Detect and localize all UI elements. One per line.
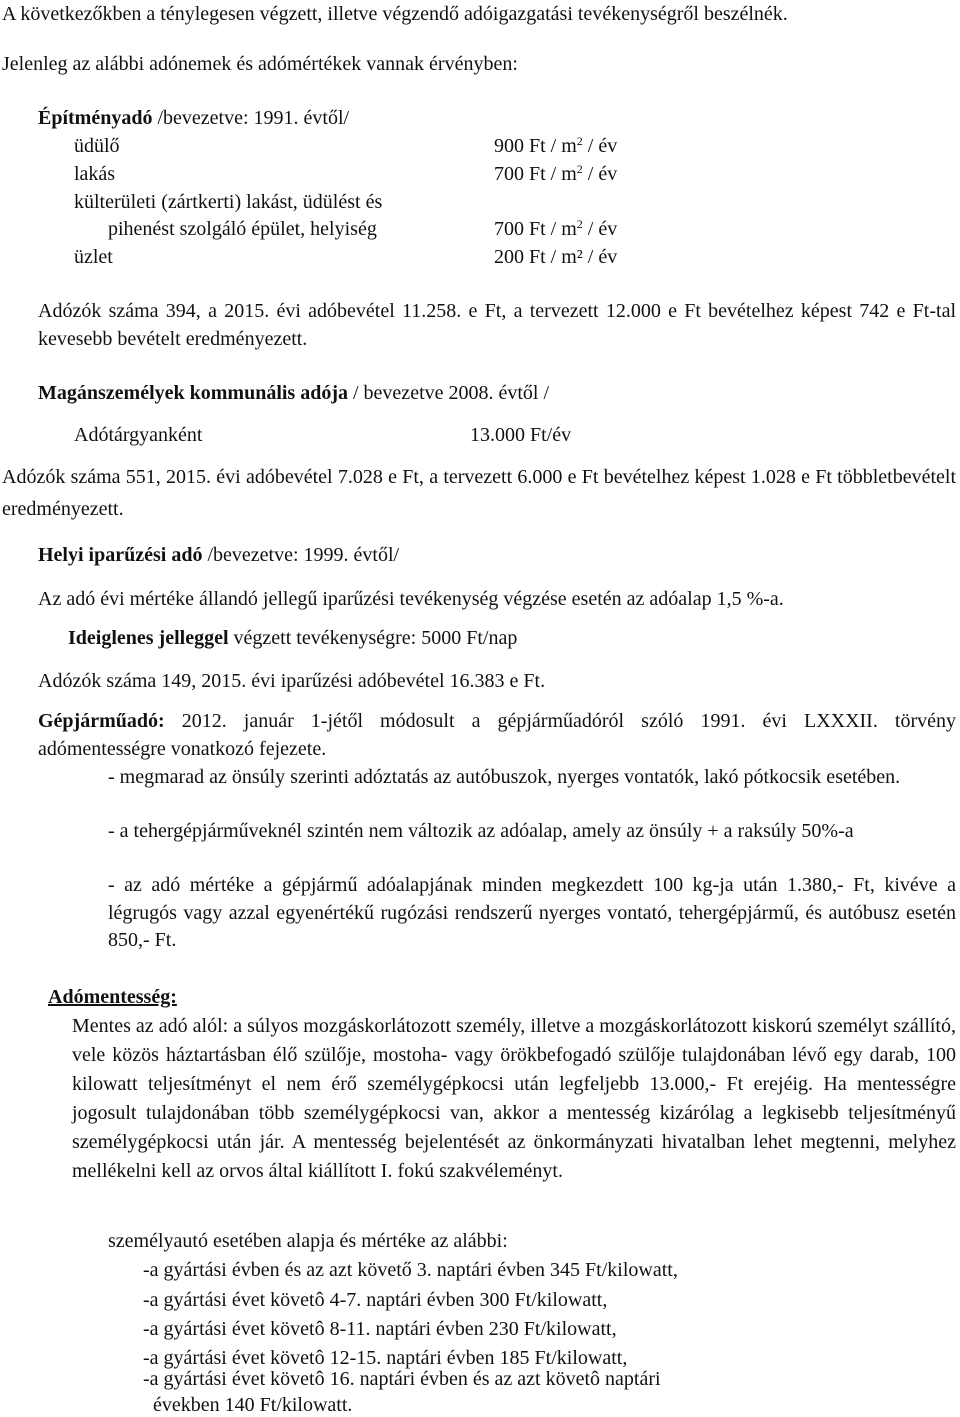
adomentesseg-title: Adómentesség: [48,986,177,1008]
epitmenyado-item-label: üdülő [74,135,120,157]
epitmenyado-item-label: külterületi (zártkerti) lakást, üdülést és [74,191,383,213]
intro-line-2: Jelenleg az alábbi adónemek és adómértékek vannak érvényben: [2,53,518,75]
szemelyauto-heading: személyautó esetében alapja és mértéke az alábbi: [108,1230,508,1252]
gepjarmuado-bullet: - az adó mértéke a gépjármű adóalapjának minden megkezdett 100 kg-ja után 1.380,- Ft, kivéve a légrugós vagy azzal egyenértékű rugózási rendszerű nyerges vontató, tehergépjármű, és autóbusz esetén 850,- Ft. [108,874,956,951]
gepjarmuado-bullet: - megmarad az önsúly szerinti adóztatás az autóbuszok, nyerges vontatók, lakó pótkocsik esetében. [108,766,901,788]
gepjarmuado-title: Gépjárműadó: [38,710,165,732]
epitmenyado-heading [38,106,349,130]
epitmenyado-title-rest: /bevezetve: 1991. évtől/ [152,107,350,129]
iparuzesi-temp-label: Ideiglenes jelleggel [68,627,229,649]
kommunalis-summary: Adózók száma 551, 2015. évi adóbevétel 7.028 e Ft, a tervezett 6.000 e Ft bevételhez képest 1.028 e Ft többletbevételt eredményezett. [2,466,956,520]
gepjarmuado-text: 2012. január 1-jétől módosult a gépjárműadóról szóló 1991. évi LXXXII. törvény adómentességre vonatkozó fejezete. [38,710,956,760]
epitmenyado-item-rate: 700 Ft / $m^2$ / év [494,162,618,185]
epitmenyado-item-rate: 900 Ft / $m^2$ / év [494,134,618,157]
iparuzesi-summary: Adózók száma 149, 2015. évi iparűzési adóbevétel 16.383 e Ft. [38,670,546,692]
epitmenyado-title: Építményadó [38,107,153,129]
szemelyauto-row: -a gyártási évben és az azt követő 3. naptári évben 345 Ft/kilowatt, [143,1259,678,1281]
iparuzesi-rate-text: Az adó évi mértéke állandó jellegű iparűzési tevékenység végzése esetén az adóalap 1,5 %-a. [38,588,784,610]
iparuzesi-heading [38,543,399,567]
epitmenyado-item-rate: 700 Ft / $m^2$ / év [494,217,618,240]
epitmenyado-item-label: lakás [74,163,116,185]
gepjarmuado-bullet: - a tehergépjárműveknél szintén nem változik az adóalap, amely az önsúly + a raksúly 50%-a [108,820,854,842]
kommunalis-heading [38,381,549,405]
gepjarmuado-paragraph [38,708,956,763]
epitmenyado-item-rate: 200 Ft / m² / év [494,246,618,268]
kommunalis-item-label: Adótárgyanként [74,424,203,446]
kommunalis-title: Magánszemélyek kommunális adója [38,382,348,404]
epitmenyado-item-label: pihenést szolgáló épület, helyiség [108,218,377,240]
kommunalis-item-rate: 13.000 Ft/év [470,424,572,446]
iparuzesi-title: Helyi iparűzési adó [38,544,203,566]
szemelyauto-row: -a gyártási évet követô 12-15. naptári évben 185 Ft/kilowatt, [143,1347,628,1369]
szemelyauto-row: -a gyártási évet követô 16. naptári évben és az azt követô naptári [143,1368,661,1390]
adomentesseg-text: Mentes az adó alól: a súlyos mozgáskorlátozott személy, illetve a mozgáskorlátozott kiskorú személyt szállító, vele közös háztartásban élő szülője, mostoha- vagy örökbefogadó szülője tulajdonában lévő egy darab, 100 kilowatt teljesítményt el nem érő személygépkocsi után legfeljebb 13.000,- Ft erejéig. Ha mentességre jogosult tulajdonában több személygépkocsi van, akkor a mentesség kizárólag a legkisebb teljesítményű személygépkocsi után jár. A mentesség bejelentését az önkormányzati hivatalban lehet megtenni, melyhez mellékelni kell az orvos által kiállított I. fokú szakvéleményt. [72,1015,956,1182]
kommunalis-title-rest: / bevezetve 2008. évtől / [348,382,550,404]
szemelyauto-row: években 140 Ft/kilowatt. [153,1394,353,1416]
szemelyauto-row: -a gyártási évet követô 8-11. naptári évben 230 Ft/kilowatt, [143,1318,617,1340]
intro-line-1: A következőkben a ténylegesen végzett, illetve végzendő adóigazgatási tevékenységről beszélnék. [2,3,788,25]
epitmenyado-item-label: üzlet [74,246,113,268]
iparuzesi-temp-rest: végzett tevékenységre: 5000 Ft/nap [228,627,518,649]
szemelyauto-row: -a gyártási évet követô 4-7. naptári évben 300 Ft/kilowatt, [143,1289,608,1311]
iparuzesi-title-rest: /bevezetve: 1999. évtől/ [202,544,400,566]
epitmenyado-summary: Adózók száma 394, a 2015. évi adóbevétel 11.258. e Ft, a tervezett 12.000 e Ft bevételhez képest 742 e Ft-tal kevesebb bevételt eredményezett. [38,300,956,350]
iparuzesi-temp [68,626,517,650]
